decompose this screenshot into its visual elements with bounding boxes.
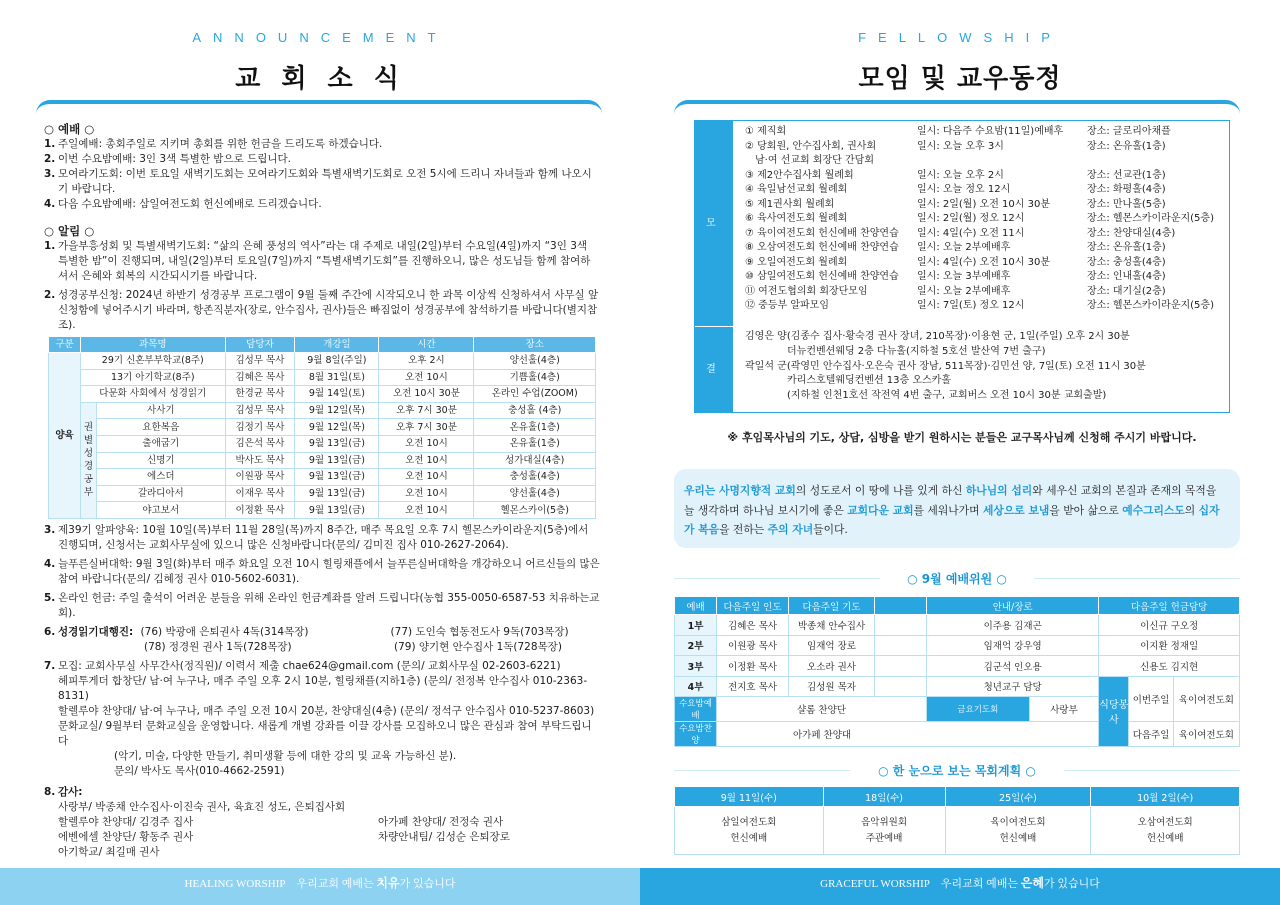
- announcement-title: 교 회 소 식: [235, 64, 405, 94]
- notice-item: 6. 성경읽기대행진: (76) 박광애 은퇴권사 4독(314목장) (77) 도인숙 협동전도사 9독(703목장) (78) 정경원 권사 1독(728목장) (79) 양기현 안수집사 1독(728목장): [44, 625, 569, 653]
- title-underline: [36, 100, 602, 114]
- table-header: 구분: [49, 337, 81, 353]
- table-header: 안내/장로: [927, 597, 1099, 615]
- notice-item: 4. 늘푸른실버대학: 9월 3일(화)부터 매주 화요일 오전 10시 힐링채플에서 늘푸른실버대학을 개강하오니 어르신들의 많은 참여 바랍니다(문의/ 김혜정 권사 010-5602-6031).: [44, 557, 600, 585]
- category-cell: 양육: [49, 353, 81, 519]
- table-row: 요한복음 김정기 목사 9월 12일(목) 오후 7시 30분 온유홀(1층): [49, 419, 596, 436]
- table-row: 신명기 박사도 목사 9월 13일(금) 오전 10시 성가대실(4층): [49, 452, 596, 469]
- table-row: 13기 아기학교(8주) 김혜은 목사 8월 31일(토) 오전 10시 기쁨홀(4층): [49, 369, 596, 386]
- table-header: 시간: [379, 337, 474, 353]
- vision-statement: 우리는 사명지향적 교회의 성도로서 이 땅에 나를 있게 하신 하나님의 섭리와 세우신 교회의 본질과 존재의 목적을 늘 생각하며 하나님 보시기에 좋은 교회다운 교회를 세워나가며 세상으로 보냄을 받아 삶으로 예수그리스도의 십자가 복음을 전하는 주의 자녀들이다.: [674, 469, 1240, 548]
- worship-item: 3. 모여라기도회: 이번 토요일 새벽기도회는 모여라기도회와 특별새벽기도회로 오전 5시에 드리니 자녀들과 함께 나오시기 바랍니다.: [44, 168, 592, 195]
- worship-list: [44, 137, 600, 212]
- fellowship-title: 모임 및 교우동정: [858, 64, 1062, 94]
- worship-item: 1. 주일예배: 총회주일로 지키며 총회를 위한 헌금을 드리도록 하겠습니다.: [44, 138, 383, 150]
- table-header: 9월 11일(수): [675, 787, 824, 807]
- thanks-item: 8. 감사: 사랑부/ 박종채 안수집사·이진숙 권사, 육효진 성도, 은퇴집사회 할렐루야 찬양대/ 김경주 집사 아가페 찬양대/ 전정숙 권사 에벤에셀 찬양단/ 황동주 권사 차량안내팀/ 김성순 은퇴장로 아기학교/ 최길매 권사: [44, 785, 510, 858]
- ministry-plan-table: [674, 786, 1240, 855]
- title-underline: [674, 100, 1240, 114]
- table-row: 출애굽기 김은석 목사 9월 13일(금) 오전 10시 온유홀(1층): [49, 435, 596, 452]
- table-row: 다문화 사회에서 성경읽기 한경균 목사 9월 14일(토) 오전 10시 30분 온라인 수업(ZOOM): [49, 386, 596, 403]
- worship-item: 4. 다음 수요밤예배: 삼일여전도회 헌신예배로 드리겠습니다.: [44, 198, 322, 210]
- table-row: 수요밤예배 샬롬 찬양단 금요기도회 사랑부: [675, 697, 1240, 722]
- table-header: 25일(수): [945, 787, 1091, 807]
- table-header: 담당자: [225, 337, 295, 353]
- table-header: 예배: [675, 597, 717, 615]
- ministry-plan-title: ○ 한 눈으로 보는 목회계획 ○: [850, 762, 1064, 779]
- table-row: 야고보서 이정환 목사 9월 13일(금) 오전 10시 헬몬스카이(5층): [49, 502, 596, 519]
- counseling-note: ※ 후임목사님의 기도, 상담, 심방을 받기 원하시는 분들은 교구목사님께 신청해 주시기 바랍니다.: [727, 431, 1197, 444]
- wedding-label: 결 혼: [695, 327, 733, 413]
- worship-item: 2. 이번 수요밤예배: 3인 3색 특별한 밤으로 드립니다.: [44, 153, 291, 165]
- table-row: 수요밤찬양 아가페 찬양대 다음주일 육이여전도회: [675, 722, 1240, 747]
- table-row: 1부 김혜은 목사 박종채 안수집사 이주용 김재곤 이신규 구오정: [675, 615, 1240, 636]
- notice-item: 3. 제39기 알파양육: 10월 10일(목)부터 11월 28일(목)까지 8주간, 매주 목요일 오후 7시 헬몬스카이라운지(5층)에서 진행되며, 신청서는 교회사무실에 있으니 많은 신청바랍니다(문의/ 김미진 집사 010-2627-2064).: [44, 523, 589, 551]
- announcement-eng-title: ANNOUNCEMENT: [192, 30, 448, 45]
- worship-staff-title: ○ 9월 예배위원 ○: [880, 570, 1034, 587]
- table-header: 장소: [474, 337, 596, 353]
- table-header: 과목명: [81, 337, 226, 353]
- fellowship-eng-title: FELLOWSHIP: [858, 30, 1062, 45]
- meetings-box: 모 결 혼 ① 제직회 일시: 다음주 수요밤(11일)예배후 장소: 글로리아채플 ② 당회원, 안수집사회, 권사회 일시: 오늘 오후 3시 장소: 온유홀(1층) 남·여 선교회 회장단 간담회 ③ 제2안수집사회 월례회 일시: 오늘 오후 2시 장소: 선교관(1층) ④ 육일남선교회 월례회 일시: 오늘 정오 12시 장소: 화평홀(4층) ⑤ 제1권사회 월례회 일시: 2일(월) 오전 10시 30분 장소: 만나홀(5층) ⑥ 육사여전도회 월례회 일시: 2일(월) 정오 12시 장소: 헬몬스카이라운지(5층) ⑦ 육이여전도회 헌신예배 찬양연습 일시: 4일(수) 오전 11시 장소: 찬양대실(4층) ⑧ 오삼여전도회 헌신예배 찬양연습 일시: 오늘 2부예배후 장소: 온유홀(1층) ⑨ 오일여전도회 월례회 일시: 4일(수) 오전 10시 30분 장소: 충성홀(4층) ⑩ 삼일여전도회 헌신예배 찬양연습 일시: 오늘 3부예배후 장소: 인내홀(4층) ⑪ 여전도협의회 회장단모임 일시: 오늘 2부예배후 장소: 대기실(2층) ⑫ 중등부 알파모임 일시: 7일(토) 정오 12시 장소: 헬몬스카이라운지(5층) 김영은 양(김종수 집사·황숙경 권사 장녀, 210목장)·이용현 군, 1일(주일) 오후 2시 30분 더뉴컨벤션웨딩 2층 다뉴홀(지하철 5호선 발산역 7번 출구) 곽일석 군(곽영민 안수집사·오은숙 권사 장남, 511목장)·김민선 양, 7일(토) 오전 11시 30분 카리스호텔웨딩컨벤션 13층 오스카홀 (지하철 인천1호선 작전역 4번 출구, 교회버스 오전 10시 30분 교회출발): [694, 120, 1230, 413]
- announcement-content: [44, 120, 600, 860]
- wedding-list: 김영은 양(김종수 집사·황숙경 권사 장녀, 210목장)·이용현 군, 1일(주일) 오후 2시 30분 더뉴컨벤션웨딩 2층 다뉴홀(지하철 5호선 발산역 7번 출구) 곽일석 군(곽영민 안수집사·오은숙 권사 장남, 511목장)·김민선 양, 7일(토) 오전 11시 30분 카리스호텔웨딩컨벤션 13층 오스카홀 (지하철 인천1호선 작전역 4번 출구, 교회버스 오전 10시 30분 교회출발): [745, 331, 1146, 402]
- notice-item: 5. 온라인 헌금: 주일 출석이 어려운 분들을 위해 온라인 헌금계좌를 알려 드립니다(농협 355-0050-6587-53 치유하는교회).: [44, 591, 600, 619]
- table-row: 삼일여전도회 헌신예배 음악위원회 주관예배 육이여전도회 헌신예배 오삼여전도회 헌신예배: [675, 807, 1240, 855]
- table-header: 개강일: [295, 337, 379, 353]
- table-row: 에스더 이원광 목사 9월 13일(금) 오전 10시 충성홀(4층): [49, 469, 596, 486]
- table-header: 10월 2일(수): [1091, 787, 1240, 807]
- worship-staff-table: [674, 596, 1240, 747]
- table-row: 2부 이원광 목사 임재억 장로 임재억 강우영 이지환 정재일: [675, 635, 1240, 656]
- notice-item: 2. 성경공부신청: 2024년 하반기 성경공부 프로그램이 9월 둘째 주간에 시작되오니 한 과목 이상씩 신청하셔서 사무실 앞 신청함에 넣어주시기 바라며, 항존직분자(장로, 안수집사, 권사)들은 빠짐없이 성경공부에 참석하기를 바랍니다(별지참조).: [44, 289, 599, 331]
- bible-study-table: [48, 336, 596, 519]
- table-header: 다음주일 기도: [789, 597, 875, 615]
- notice-section-header: ○ 알림 ○: [44, 224, 95, 238]
- notice-item: 7. 모집: 교회사무실 사무간사(정직원)/ 이력서 제출 chae624@gmail.com (문의/ 교회사무실 02-2603-6221) 헤피투게더 합창단/ 남·여 누구나, 매주 주일 오후 2시 10분, 힐링채플(지하1층) (문의/ 전정복 안수집사 010-2363-8131) 할렐루야 찬양대/ 남·여 누구나, 매주 주일 오전 10시 20분, 찬양대실(4층) (문의/ 정석구 안수집사 010-5237-8603) 문화교실/ 9월부터 문화교실을 운영합니다. 새롭게 개별 강좌를 이끌 강사를 모집하오니 많은 관심과 참여 부탁드립니다 (악기, 미술, 다양한 만들기, 취미생활 등에 대한 강의 및 교육 가능하신 분). 문의/ 박사도 목사(010-4662-2591): [44, 659, 595, 777]
- footer-banner: GRACEFUL WORSHIP 우리교회 예배는 은혜가 있습니다: [640, 868, 1280, 905]
- table-row: 3부 이정환 목사 오소라 권사 김군석 인오용 신용도 김지현: [675, 656, 1240, 677]
- book-study-label: 권별성경공부: [81, 402, 97, 518]
- table-header: 다음주일 인도: [717, 597, 789, 615]
- table-header: 다음주일 헌금담당: [1099, 597, 1240, 615]
- meetings-label: 모: [695, 121, 733, 326]
- table-header: 18일(수): [823, 787, 945, 807]
- table-row: 4부 전지호 목사 김성원 목자 청년교구 담당 식당봉사 이번주일 육이여전도회: [675, 676, 1240, 697]
- worship-section-header: ○ 예배 ○: [44, 122, 95, 136]
- table-row: 권별성경공부 사사기 김성무 목사 9월 12일(목) 오후 7시 30분 충성홀 (4층): [49, 402, 596, 419]
- hall-service-label: 식당봉사: [1099, 676, 1129, 747]
- table-row: 갈라디아서 이재우 목사 9월 13일(금) 오전 10시 양선홀(4층): [49, 485, 596, 502]
- footer-banner: HEALING WORSHIP 우리교회 예배는 치유가 있습니다: [0, 868, 640, 905]
- table-row: 양육 29기 신혼부부학교(8주) 김성무 목사 9월 8일(주일) 오후 2시 양선홀(4층): [49, 353, 596, 370]
- notice-item: 1. 가을부흥성회 및 특별새벽기도회: “삶의 은혜 풍성의 역사”라는 대 주제로 내일(2일)부터 수요일(4일)까지 “3인 3색 특별한 밤”이 진행되며, 내일(2일)부터 토요일(7일)까지 “특별새벽기도회”를 진행하오니, 많은 성도님들 함께 참여하셔서 은혜와 회복의 시간되시기를 바랍니다.: [44, 240, 591, 282]
